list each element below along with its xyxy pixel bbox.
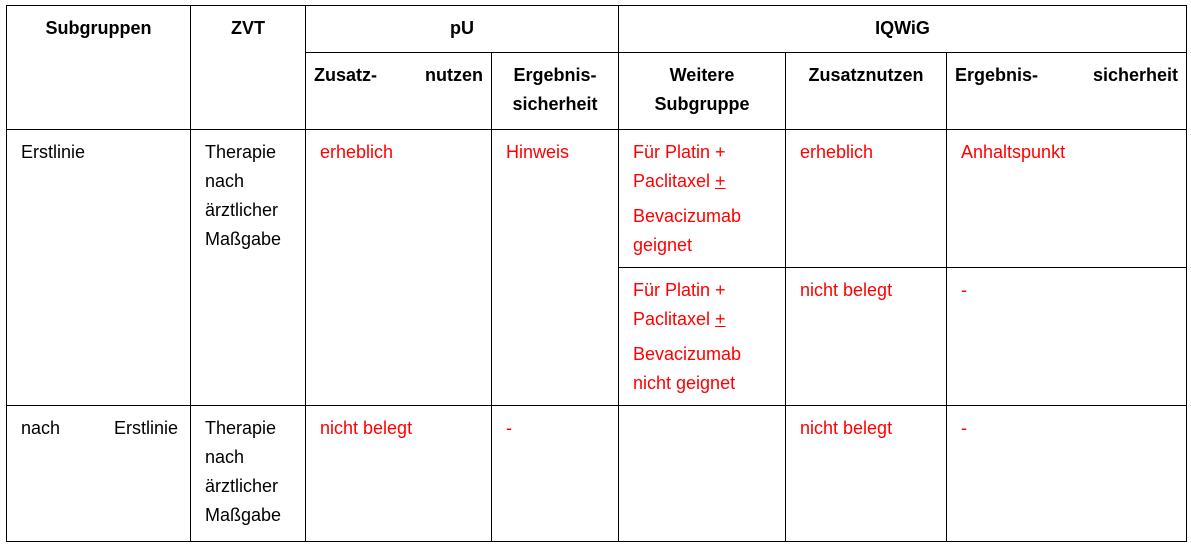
plus-minus-sign: + xyxy=(715,309,726,329)
zvt-line: ärztlicher xyxy=(205,200,279,220)
header-pu-ergebnissicherheit-line2: sicherheit xyxy=(512,94,598,114)
cell-pu-zusatznutzen: nicht belegt xyxy=(306,406,492,542)
header-iqwig-ergebnissicherheit-text: Ergebnis- sicherheit xyxy=(955,65,1179,85)
zvt-line: Maßgabe xyxy=(205,229,282,249)
assessment-table xyxy=(6,5,1187,542)
cell-iqwig-ergebnissicherheit: - xyxy=(947,268,1187,406)
cell-zvt xyxy=(191,406,306,542)
subgroup-text: Paclitaxel xyxy=(633,309,716,329)
zvt-line: nach xyxy=(205,447,245,467)
subgroup-line: geignet xyxy=(633,235,693,255)
zvt-line: Therapie xyxy=(205,142,277,162)
subgroup-line: Bevacizumab xyxy=(633,344,742,364)
cell-subgruppe: Erstlinie xyxy=(7,130,191,406)
header-pu-zusatznutzen-text: Zusatz- nutzen xyxy=(314,65,483,85)
header-pu-ergebnissicherheit-line1: Ergebnis- xyxy=(513,65,597,85)
cell-weitere-subgruppe xyxy=(619,130,786,268)
cell-iqwig-zusatznutzen: nicht belegt xyxy=(786,268,947,406)
subgroup-line: Für Platin + xyxy=(633,142,726,162)
cell-pu-ergebnissicherheit: Hinweis xyxy=(492,130,619,406)
cell-iqwig-zusatznutzen: erheblich xyxy=(786,130,947,268)
table-row xyxy=(7,406,1187,542)
subgroup-line xyxy=(633,167,773,196)
zvt-line: nach xyxy=(205,171,245,191)
header-pu-zusatznutzen xyxy=(306,53,492,130)
header-weitere-line2: Subgruppe xyxy=(654,94,750,114)
plus-minus-sign: + xyxy=(715,171,726,191)
header-row-1 xyxy=(7,6,1187,53)
header-iqwig-weitere-subgruppe xyxy=(619,53,786,130)
header-pu: pU xyxy=(306,6,619,53)
subgroup-line: nicht geignet xyxy=(633,373,736,393)
subgroup-line: Bevacizumab xyxy=(633,206,742,226)
cell-iqwig-ergebnissicherheit: - xyxy=(947,406,1187,542)
cell-pu-zusatznutzen: erheblich xyxy=(306,130,492,406)
cell-zvt xyxy=(191,130,306,406)
zvt-line: Therapie xyxy=(205,418,277,438)
header-weitere-line1: Weitere xyxy=(669,65,735,85)
header-iqwig: IQWiG xyxy=(619,6,1187,53)
header-subgruppen: Subgruppen xyxy=(7,6,191,130)
zvt-line: Maßgabe xyxy=(205,505,282,525)
cell-iqwig-zusatznutzen: nicht belegt xyxy=(786,406,947,542)
zvt-line: ärztlicher xyxy=(205,476,279,496)
cell-subgruppe-text: nach Erstlinie xyxy=(21,418,178,438)
subgroup-text: Paclitaxel xyxy=(633,171,716,191)
cell-weitere-subgruppe xyxy=(619,268,786,406)
header-zvt: ZVT xyxy=(191,6,306,130)
subgroup-line: Für Platin + xyxy=(633,280,726,300)
header-iqwig-zusatznutzen: Zusatznutzen xyxy=(786,53,947,130)
cell-iqwig-ergebnissicherheit: Anhaltspunkt xyxy=(947,130,1187,268)
cell-pu-ergebnissicherheit: - xyxy=(492,406,619,542)
cell-weitere-subgruppe xyxy=(619,406,786,542)
header-iqwig-ergebnissicherheit xyxy=(947,53,1187,130)
cell-subgruppe xyxy=(7,406,191,542)
header-pu-ergebnissicherheit xyxy=(492,53,619,130)
table-row xyxy=(7,130,1187,268)
subgroup-line xyxy=(633,305,773,334)
